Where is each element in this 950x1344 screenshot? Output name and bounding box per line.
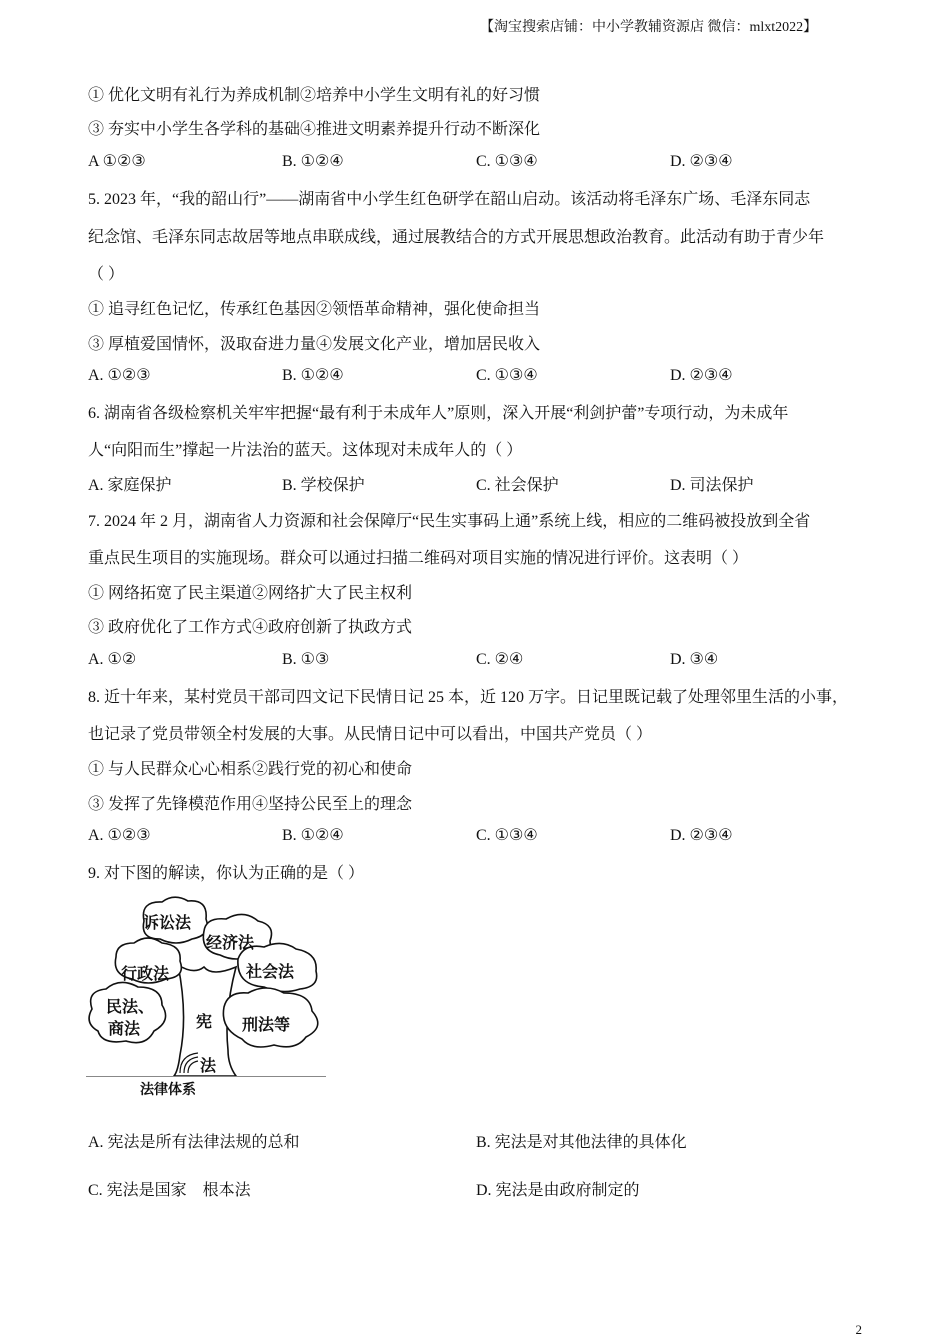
q6-option-b[interactable]: B. 学校保护 [282,477,365,494]
q4-option-a[interactable]: A ①②③ [88,153,146,170]
shop-header: 【淘宝搜索店铺：中小学教辅资源店 微信：mlxt2022】 [480,20,818,35]
q6-option-d[interactable]: D. 司法保护 [670,477,754,494]
leaf-label-social-law: 社会法 [246,962,295,981]
q7-option-a[interactable]: A. ①② [88,651,137,668]
q8-statement-2: ③ 发挥了先锋模范作用④坚持公民至上的理念 [88,796,413,813]
figure-baseline [86,1076,326,1099]
q7-option-b[interactable]: B. ①③ [282,651,330,668]
leaf-label-economic-law: 经济法 [206,933,255,952]
q9-option-b[interactable]: B. 宪法是对其他法律的具体化 [476,1134,687,1151]
q7-statement-1: ① 网络拓宽了民主渠道②网络扩大了民主权利 [88,585,413,602]
q5-option-b[interactable]: B. ①②④ [282,367,344,384]
q7-option-d[interactable]: D. ③④ [670,651,719,668]
q4-statement-2: ③ 夯实中小学生各学科的基础④推进文明素养提升行动不断深化 [88,121,541,138]
q7-statement-2: ③ 政府优化了工作方式④政府创新了执政方式 [88,619,413,636]
q9-option-a[interactable]: A. 宪法是所有法律法规的总和 [88,1134,300,1151]
q5-answer-blank: （ ） [88,266,125,283]
q8-option-a[interactable]: A. ①②③ [88,827,151,844]
q5-stem-line-1: 5. 2023 年，“我的韶山行”——湖南省中小学生红色研学在韶山启动。该活动将毛泽东广场、毛泽东同志 [88,191,811,208]
q8-option-d[interactable]: D. ②③④ [670,827,733,844]
q4-statement-1: ① 优化文明有礼行为养成机制②培养中小学生文明有礼的好习惯 [88,87,541,104]
q6-option-c[interactable]: C. 社会保护 [476,477,559,494]
leaf-label-criminal-law: 刑法等 [242,1015,291,1034]
q5-option-d[interactable]: D. ②③④ [670,367,733,384]
leaf-label-commercial-law: 商法 [108,1019,141,1038]
law-tree-figure [86,895,328,1100]
leaf-label-procedural-law: 诉讼法 [143,913,192,932]
q8-statement-1: ① 与人民群众心心相系②践行党的初心和使命 [88,761,413,778]
figure-caption: 法律体系 [140,1082,196,1098]
page-number: 2 [855,1322,862,1337]
leaf-label-administrative-law: 行政法 [121,964,170,983]
q5-statement-2: ③ 厚植爱国情怀，汲取奋进力量④发展文化产业，增加居民收入 [88,336,541,353]
q7-stem-line-2: 重点民生项目的实施现场。群众可以通过扫描二维码对项目实施的情况进行评价。这表明（ ） [88,550,749,567]
q8-stem-line-1: 8. 近十年来，某村党员干部司四文记下民情日记 25 本，近 120 万字。日记里既记载了处理邻里生活的小事， [88,689,849,706]
q5-option-a[interactable]: A. ①②③ [88,367,151,384]
q4-option-c[interactable]: C. ①③④ [476,153,538,170]
q4-option-b[interactable]: B. ①②④ [282,153,344,170]
trunk-label-2: 法 [200,1056,217,1075]
q8-option-b[interactable]: B. ①②④ [282,827,344,844]
q4-option-d[interactable]: D. ②③④ [670,153,733,170]
q8-stem-line-2: 也记录了党员带领全村发展的大事。从民情日记中可以看出，中国共产党员（ ） [88,726,653,743]
q9-option-d[interactable]: D. 宪法是由政府制定的 [476,1182,640,1199]
q9-stem: 9. 对下图的解读，你认为正确的是（ ） [88,865,365,882]
q5-stem-line-2: 纪念馆、毛泽东同志故居等地点串联成线，通过展教结合的方式开展思想政治教育。此活动有助于青少年 [88,229,825,246]
q5-option-c[interactable]: C. ①③④ [476,367,538,384]
q6-option-a[interactable]: A. 家庭保护 [88,477,172,494]
q8-option-c[interactable]: C. ①③④ [476,827,538,844]
q7-stem-line-1: 7. 2024 年 2 月，湖南省人力资源和社会保障厅“民生实事码上通”系统上线，相应的二维码被投放到全省 [88,513,811,530]
leaf-label-civil-law: 民法、 [106,997,155,1016]
q7-option-c[interactable]: C. ②④ [476,651,524,668]
trunk-label-1: 宪 [196,1012,213,1031]
q9-option-c[interactable]: C. 宪法是国家 根本法 [88,1182,251,1199]
q6-stem-line-1: 6. 湖南省各级检察机关牢牢把握“最有利于未成年人”原则，深入开展“利剑护蕾”专项行动，为未成年 [88,405,789,422]
q6-stem-line-2: 人“向阳而生”撑起一片法治的蓝天。这体现对未成年人的（ ） [88,442,523,459]
q5-statement-1: ① 追寻红色记忆，传承红色基因②领悟革命精神，强化使命担当 [88,301,541,318]
